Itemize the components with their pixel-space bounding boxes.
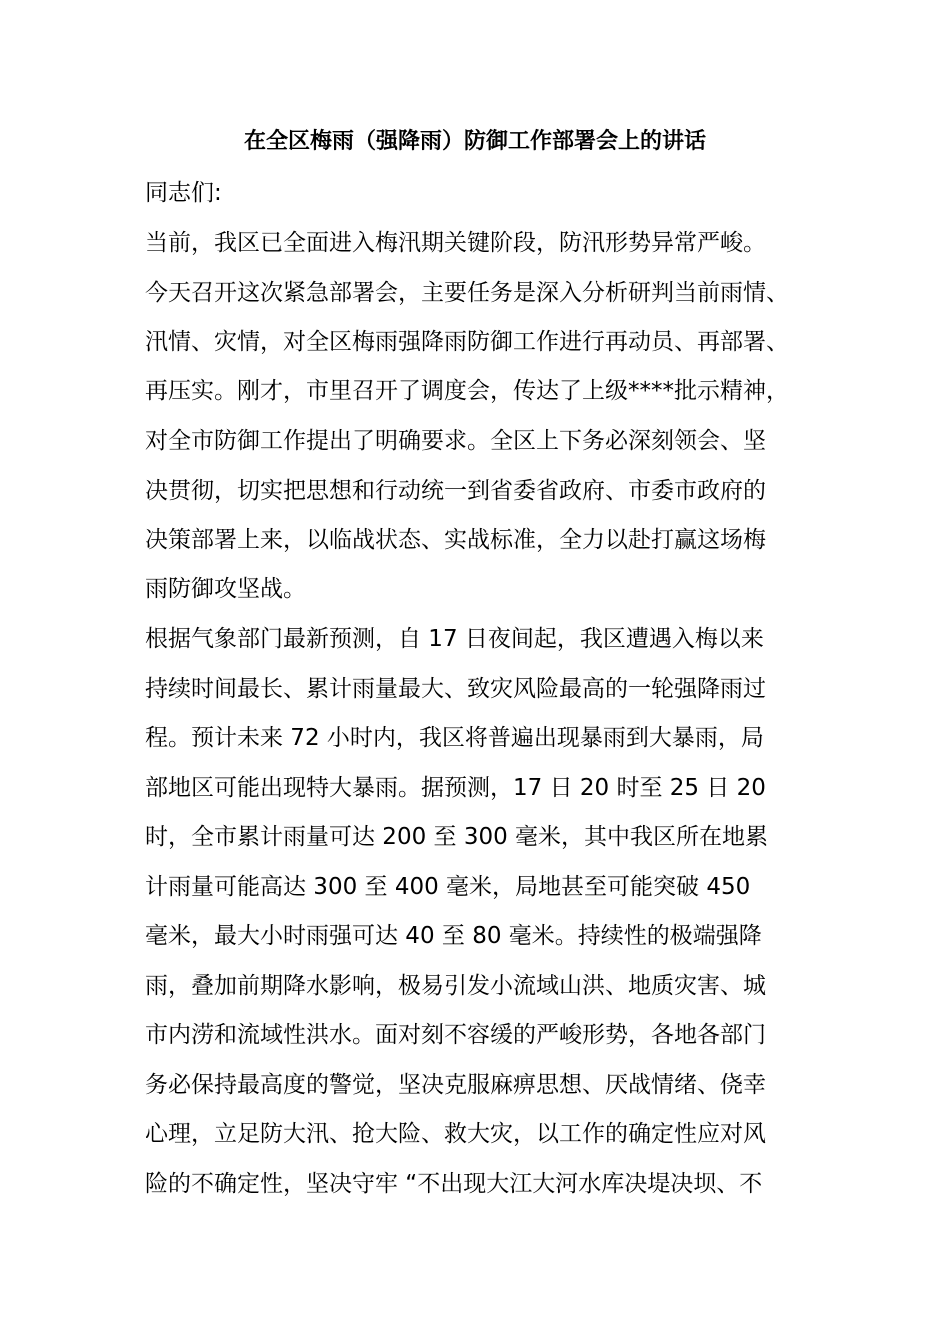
body-line: 根据气象部门最新预测，自 17 日夜间起，我区遭遇入梅以来: [145, 626, 764, 652]
body-line: 部地区可能出现特大暴雨。据预测，17 日 20 时至 25 日 20: [145, 775, 766, 801]
body-line: 决贯彻，切实把思想和行动统一到省委省政府、市委市政府的: [145, 478, 766, 504]
body-line: 对全市防御工作提出了明确要求。全区上下务必深刻领会、坚: [145, 428, 766, 454]
body-line: 雨防御攻坚战。: [145, 576, 306, 602]
body-line: 市内涝和流域性洪水。面对刻不容缓的严峻形势，各地各部门: [145, 1022, 766, 1048]
body-line: 程。预计未来 72 小时内，我区将普遍出现暴雨到大暴雨，局: [145, 725, 764, 751]
body-line: 雨，叠加前期降水影响，极易引发小流域山洪、地质灾害、城: [145, 973, 766, 999]
body-line: 时，全市累计雨量可达 200 至 300 毫米，其中我区所在地累: [145, 824, 769, 850]
body-line: 决策部署上来，以临战状态、实战标准，全力以赴打赢这场梅: [145, 527, 766, 553]
body-line: 毫米，最大小时雨强可达 40 至 80 毫米。持续性的极端强降: [145, 923, 762, 949]
body-line: 再压实。刚才，市里召开了调度会，传达了上级****批示精神，: [145, 378, 789, 404]
document-title: 在全区梅雨（强降雨）防御工作部署会上的讲话: [243, 129, 706, 154]
body-line: 今天召开这次紧急部署会，主要任务是深入分析研判当前雨情、: [145, 280, 789, 306]
body-line: 持续时间最长、累计雨量最大、致灾风险最高的一轮强降雨过: [145, 676, 766, 702]
body-line: 汛情、灾情，对全区梅雨强降雨防御工作进行再动员、再部署、: [145, 329, 789, 355]
body-line: 心理，立足防大汛、抢大险、救大灾，以工作的确定性应对风: [145, 1121, 766, 1147]
body-line: 当前，我区已全面进入梅汛期关键阶段，防汛形势异常严峻。: [145, 230, 766, 256]
body-line: 险的不确定性，坚决守牢 “不出现大江大河水库决堤决坝、不: [145, 1171, 763, 1197]
body-line: 务必保持最高度的警觉，坚决克服麻痹思想、厌战情绪、侥幸: [145, 1072, 766, 1098]
body-line: 计雨量可能高达 300 至 400 毫米，局地甚至可能突破 450: [145, 874, 751, 900]
salutation-line: 同志们:: [145, 180, 222, 206]
